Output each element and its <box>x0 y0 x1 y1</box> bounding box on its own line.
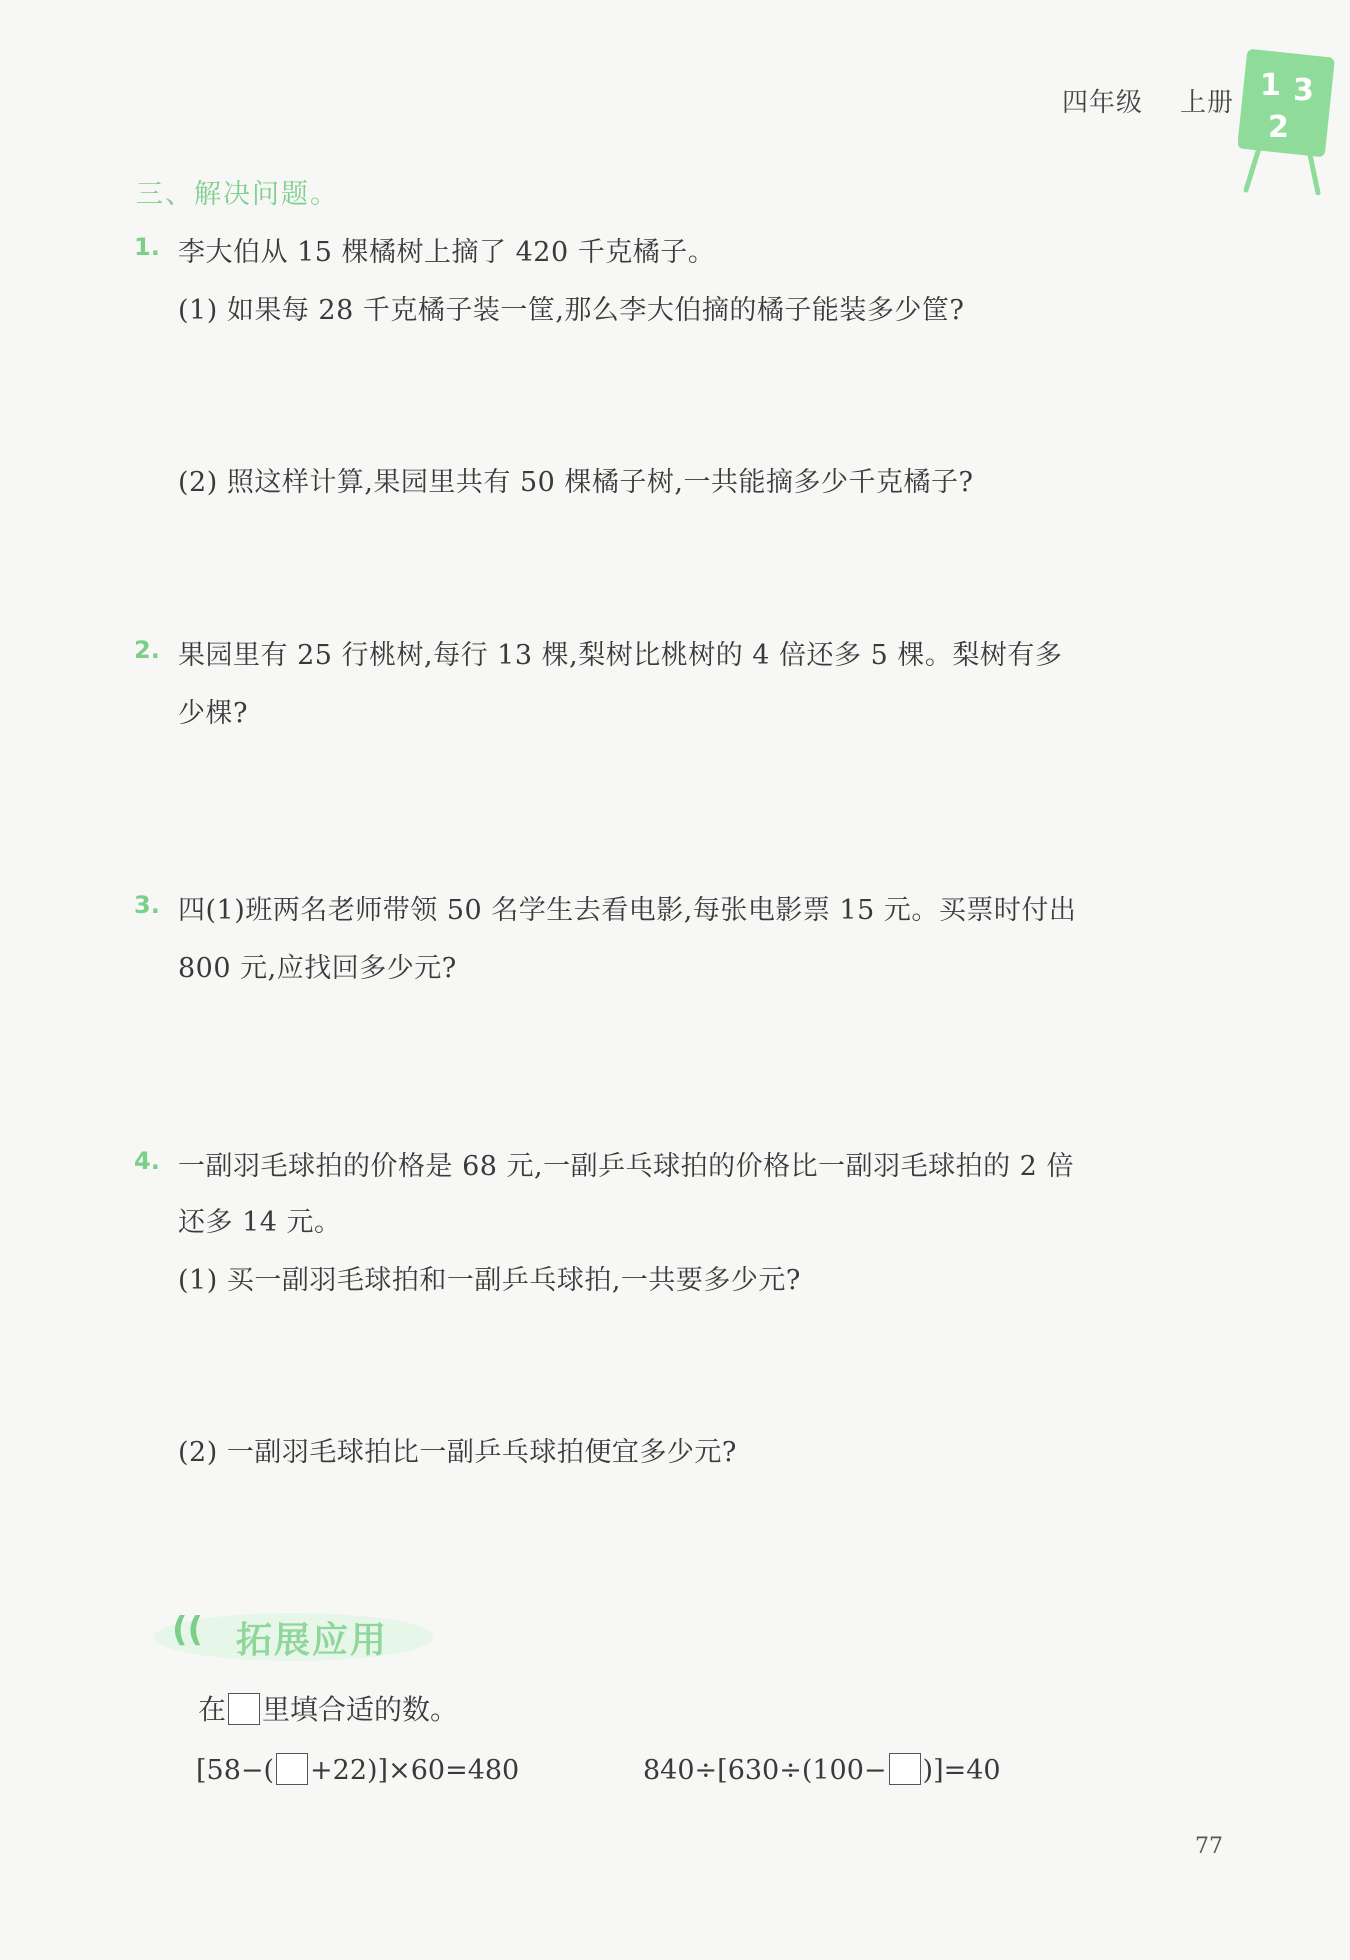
badge-digit-2: 2 <box>1268 110 1289 145</box>
extension-instruction <box>198 1688 458 1728</box>
equation-1 <box>196 1753 519 1786</box>
problem-4-sub-2: (2) 一副羽毛球拍比一副乒乓球拍便宜多少元? <box>178 1437 737 1468</box>
equation-1-part-a: [58−( <box>196 1755 275 1786</box>
equation-2-answer-box[interactable] <box>889 1753 921 1785</box>
equation-2-part-a: 840÷[630÷(100− <box>643 1755 887 1786</box>
problem-1-sub-2: (2) 照这样计算,果园里共有 50 棵橘子树,一共能摘多少千克橘子? <box>178 467 974 498</box>
problem-1-number: 1. <box>134 233 160 261</box>
problem-2-text-line-2: 少棵? <box>178 698 248 729</box>
answer-box-example <box>228 1693 260 1725</box>
chalkboard-badge-icon <box>1238 45 1338 195</box>
problem-3-text-line-2: 800 元,应找回多少元? <box>178 953 457 984</box>
page-number: 77 <box>1195 1834 1223 1859</box>
instruction-before: 在 <box>198 1693 227 1726</box>
extension-title: 拓展应用 <box>236 1620 389 1661</box>
badge-digit-1: 1 <box>1260 68 1281 103</box>
problem-2-text-line-1: 果园里有 25 行桃树,每行 13 棵,梨树比桃树的 4 倍还多 5 棵。梨树有多 <box>178 640 1063 671</box>
problem-4-text-line-1: 一副羽毛球拍的价格是 68 元,一副乒乓球拍的价格比一副羽毛球拍的 2 倍 <box>178 1151 1074 1182</box>
problem-1-text: 李大伯从 15 棵橘树上摘了 420 千克橘子。 <box>178 237 716 268</box>
section-title: 三、解决问题。 <box>136 179 339 210</box>
problem-4-text-line-2: 还多 14 元。 <box>178 1207 342 1238</box>
equation-1-part-b: +22)]×60=480 <box>310 1755 520 1786</box>
extension-swoosh-icon: (( <box>172 1610 204 1650</box>
instruction-after: 里填合适的数。 <box>262 1693 459 1726</box>
problem-3-text-line-1: 四(1)班两名老师带领 50 名学生去看电影,每张电影票 15 元。买票时付出 <box>178 895 1077 926</box>
problem-2-number: 2. <box>134 636 160 664</box>
equation-2-part-b: )]=40 <box>922 1755 1001 1786</box>
problem-1-sub-1: (1) 如果每 28 千克橘子装一筐,那么李大伯摘的橘子能装多少筐? <box>178 295 965 326</box>
problem-4-number: 4. <box>134 1147 160 1175</box>
equation-1-answer-box[interactable] <box>276 1753 308 1785</box>
badge-digit-3: 3 <box>1293 73 1314 108</box>
problem-3-number: 3. <box>134 891 160 919</box>
grade-label: 四年级 <box>1062 88 1144 118</box>
problem-4-sub-1: (1) 买一副羽毛球拍和一副乒乓球拍,一共要多少元? <box>178 1265 801 1296</box>
equation-2 <box>643 1753 1001 1786</box>
volume-label: 上册 <box>1180 88 1235 118</box>
